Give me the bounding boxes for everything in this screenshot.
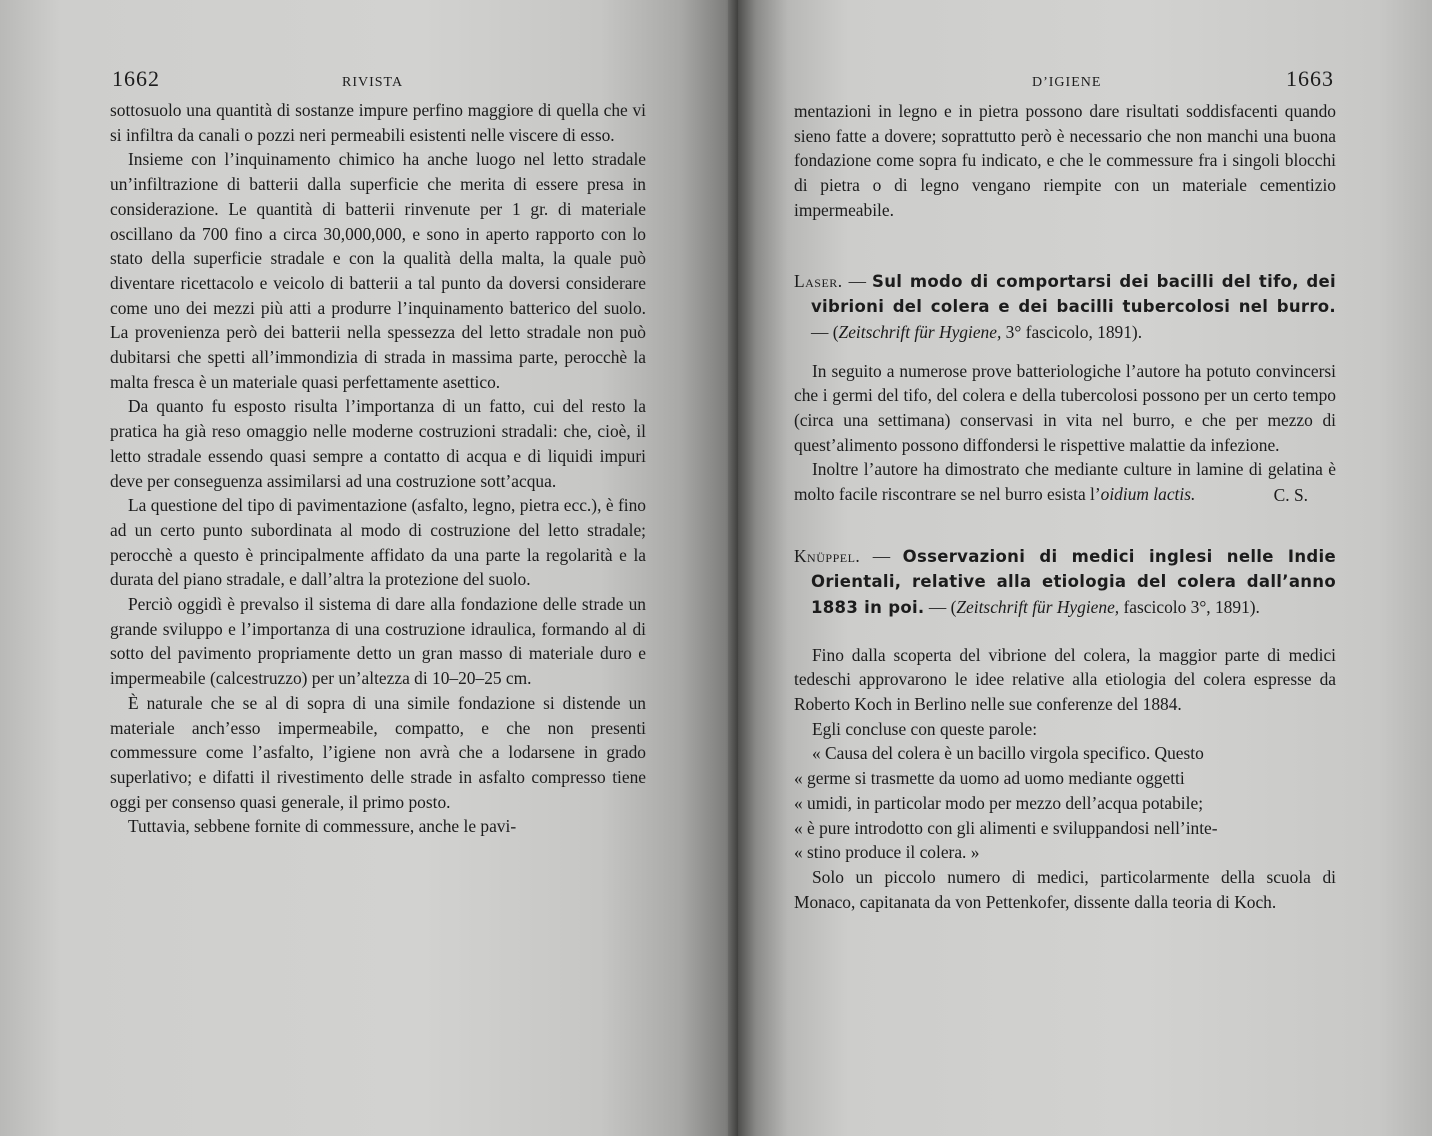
quote-line: « stino produce il colera. » [794,842,980,863]
page-number-left: 1662 [112,66,160,91]
review-journal: Zeitschrift für Hygiene, [956,596,1120,617]
running-head-left: RIVISTA [342,75,404,90]
review-knuppel-paragraph-2: Egli concluse con queste parole: [812,718,1038,739]
quote-line: « è pure introdotto con gli alimenti e sviluppandosi nell’inte- [794,817,1218,838]
koch-quote [794,741,1336,865]
right-column [794,99,1336,914]
review-citation: fascicolo 3°, 1891). [1123,596,1260,617]
review-signature: C. S. [1273,484,1308,505]
review-title: Osservazioni di medici inglesi nelle Indie Orientali, relative alla etiologia del colera dall’anno 1883 in poi. [811,546,1336,617]
left-paragraph-3: Da quanto fu esposto risulta l’importanza di un fatto, cui del resto la pratica ha già reso omaggio nelle moderne costruzioni stradali: che, cioè, il letto stradale essendo quasi sempre a contatto di acqua e di liquidi impuri deve per conseguenza assimilarsi ad una costruzione sott’acqua. [110,396,646,491]
running-head-right: D’IGIENE [1032,75,1102,90]
review-laser-paragraph-1: In seguito a numerose prove batteriologiche l’autore ha potuto convincersi che i germi del tifo, del colera e della tubercolosi possono per un certo tempo (circa una settimana) conservasi in vita nel burro, e che per mezzo di quest’alimento possono diffondersi le rispettive malattie da infezione. [794,360,1336,455]
review-knuppel-closing: Solo un piccolo numero di medici, particolarmente della scuola di Monaco, capitanata da von Pettenkofer, dissente dalla teoria di Koch. [794,866,1336,912]
right-page [738,0,1432,1136]
left-paragraph-2: Insieme con l’inquinamento chimico ha anche luogo nel letto stradale un’infiltrazione di batterii dalla superficie che merita di essere presa in considerazione. Le quantità di batterii rinvenute per 1 gr. di materiale oscillano da 700 fino a circa 30,000,000, e sono in aperto rapporto con lo stato della superficie stradale e con la qualità della malta, la quale può diventare ricettacolo e veicolo di batterii a tal punto da doversi considerare come uno dei mezzi più atti a produrre l’inquinamento batterico del suolo. La provenienza però dei batterii nella spessezza del letto stradale non può dubitarsi che spetti all’immondizia di strada in massima parte, perocchè la malta fresca è un materiale quasi perfettamente asettico. [110,149,646,392]
review-citation: 3° fascicolo, 1891). [1005,321,1143,342]
review-author: Knüppel. [794,545,861,566]
review-author: Laser. [794,270,843,291]
quote-line: « Causa del colera è un bacillo virgola specifico. Questo [812,743,1204,764]
left-paragraph-6: È naturale che se al di sopra di una simile fondazione si distende un materiale anch’esso impermeabile, compatto, e che non presenti commessure come l’asfalto, l’igiene non avrà che a lodarsene in grado superlativo; e difatti il rivestimento delle strade in asfalto compresso tiene oggi per consenso quasi generale, il primo posto. [110,692,646,812]
left-paragraph-5: Perciò oggidì è prevalso il sistema di dare alla fondazione delle strade un grande sviluppo e l’importanza di una costruzione idraulica, formando al di sotto del pavimento propriamente detto un gran masso di materiale duro e impermeabile (calcestruzzo) per un’altezza di 10–20–25 cm. [110,594,646,689]
review-knuppel-heading: Knüppel. — Osservazioni di medici inglesi nelle Indie Orientali, relative alla etiologia del colera dall’anno 1883 in poi. — (Zeitschrift für Hygiene, fascicolo 3°, 1891). [794,545,1336,617]
left-paragraph-7: Tuttavia, sebbene fornite di commessure, anche le pavi- [128,816,517,837]
review-laser-heading: Laser. — Sul modo di comportarsi dei bacilli del tifo, dei vibrioni del colera e dei bacilli tubercolosi nel burro. — (Zeitschrift für Hygiene, 3° fascicolo, 1891). [794,270,1336,342]
left-paragraph-1: sottosuolo una quantità di sostanze impure perfino maggiore di quella che vi si infiltra da canali o pozzi neri permeabili esistenti nelle viscere di esso. [110,100,646,145]
quote-line: « umidi, in particolar modo per mezzo dell’acqua potabile; [794,792,1204,813]
review-journal: Zeitschrift für Hygiene, [838,321,1002,342]
page-number-right: 1663 [1286,66,1334,91]
left-column [110,98,646,839]
right-opening-paragraph: mentazioni in legno e in pietra possono dare risultati soddisfacenti quando sieno fatte a dovere; soprattutto però è necessario che non manchi una buona fondazione come sopra fu indicato, e che le commessure fra i singoli blocchi di pietra o di legno vengano riempite con un materiale cementizio impermeabile. [794,101,1336,220]
review-laser-paragraph-2: Inoltre l’autore ha dimostrato che mediante culture in lamine di gelatina è molto facile riscontrare se nel burro esista l’oidium lactis. [794,459,1336,505]
review-knuppel-paragraph-1: Fino dalla scoperta del vibrione del colera, la maggior parte di medici tedeschi approvarono le idee relative alla etiologia del colera espresse da Roberto Koch in Berlino nelle sue conferenze del 1884. [794,644,1336,715]
left-paragraph-4: La questione del tipo di pavimentazione (asfalto, legno, pietra ecc.), è fino ad un certo punto subordinata al modo di costruzione del letto stradale; perocchè a questo è principalmente affidato da una parte la regolarità e la durata del piano stradale, e dall’altra la protezione del suolo. [110,495,646,590]
review-title: Sul modo di comportarsi dei bacilli del tifo, dei vibrioni del colera e dei bacilli tubercolosi nel burro. [811,271,1336,317]
quote-line: « germe si trasmette da uomo ad uomo mediante oggetti [794,768,1185,789]
